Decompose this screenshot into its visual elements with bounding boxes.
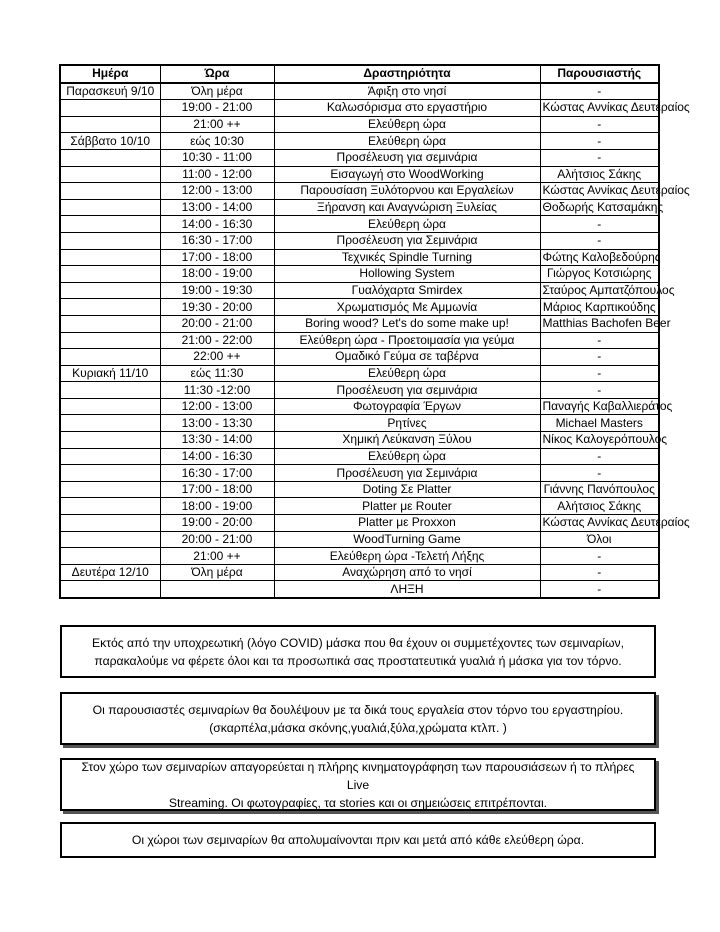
cell-time: Όλη μέρα xyxy=(160,564,274,581)
cell-day xyxy=(60,282,160,299)
cell-activity: Ξήρανση και Αναγνώριση Ξυλείας xyxy=(274,199,540,216)
cell-activity: Ελεύθερη ώρα xyxy=(274,448,540,465)
cell-day xyxy=(60,149,160,166)
table-row xyxy=(60,415,659,432)
table-row xyxy=(60,116,659,133)
cell-activity: Ελεύθερη ώρα xyxy=(274,216,540,233)
table-row xyxy=(60,266,659,283)
cell-activity: Ελεύθερη ώρα xyxy=(274,133,540,150)
cell-day xyxy=(60,398,160,415)
cell-presenter: Παναγής Καβαλλιεράτος xyxy=(540,398,659,415)
cell-time: 18:00 - 19:00 xyxy=(160,498,274,515)
table-header-row xyxy=(60,65,659,83)
cell-activity: WoodTurning Game xyxy=(274,531,540,548)
schedule-body xyxy=(60,83,690,598)
cell-day xyxy=(60,448,160,465)
note-filming-policy xyxy=(60,758,656,811)
cell-time: εώς 10:30 xyxy=(160,133,274,150)
cell-presenter: Κώστας Αννίκας Δευτεραίος xyxy=(540,183,659,200)
table-row xyxy=(60,166,659,183)
cell-day xyxy=(60,315,160,332)
cell-time: 13:00 - 13:30 xyxy=(160,415,274,432)
cell-day: Κυριακή 11/10 xyxy=(60,365,160,382)
cell-activity: Ελεύθερη ώρα -Τελετή Λήξης xyxy=(274,548,540,565)
note-disinfection xyxy=(60,822,656,858)
cell-activity: Doting Σε Platter xyxy=(274,481,540,498)
header-day: Ημέρα xyxy=(60,65,160,83)
cell-time: 19:30 - 20:00 xyxy=(160,299,274,316)
cell-presenter: Γιάννης Πανόπουλος xyxy=(540,481,659,498)
cell-presenter: Κώστας Αννίκας Δευτεραίος xyxy=(540,100,659,117)
cell-time: 20:00 - 21:00 xyxy=(160,315,274,332)
cell-activity: Αναχώρηση από το νησί xyxy=(274,564,540,581)
cell-day xyxy=(60,481,160,498)
cell-presenter: - xyxy=(540,216,659,233)
table-row xyxy=(60,149,659,166)
cell-activity: Προσέλευση για Σεμινάρια xyxy=(274,232,540,249)
cell-presenter: Matthias Bachofen Beer xyxy=(540,315,659,332)
cell-day xyxy=(60,382,160,399)
cell-presenter: - xyxy=(540,83,659,100)
cell-activity: Ρητίνες xyxy=(274,415,540,432)
cell-activity: Εισαγωγή στο WoodWorking xyxy=(274,166,540,183)
cell-day xyxy=(60,249,160,266)
cell-day xyxy=(60,465,160,482)
cell-presenter: - xyxy=(540,232,659,249)
table-row xyxy=(60,531,659,548)
cell-presenter: - xyxy=(540,548,659,565)
cell-presenter: - xyxy=(540,332,659,349)
table-row xyxy=(60,564,659,581)
table-row xyxy=(60,332,659,349)
cell-time: 21:00 ++ xyxy=(160,548,274,565)
cell-presenter: - xyxy=(540,382,659,399)
cell-activity: Προσέλευση για Σεμινάρια xyxy=(274,465,540,482)
cell-presenter: - xyxy=(540,465,659,482)
table-row xyxy=(60,100,659,117)
cell-day xyxy=(60,183,160,200)
header-presenter: Παρουσιαστής xyxy=(540,65,659,83)
table-row xyxy=(60,548,659,565)
cell-time: 20:00 - 21:00 xyxy=(160,531,274,548)
table-row xyxy=(60,349,659,366)
note-line: Στον χώρο των σεμιναρίων απαγορεύεται η πλήρης κινηματογράφηση των παρουσιάσεων ή το πλήρες Live xyxy=(81,759,635,792)
cell-time: 19:00 - 21:00 xyxy=(160,100,274,117)
cell-activity: Καλωσόρισμα στο εργαστήριο xyxy=(274,100,540,117)
cell-day xyxy=(60,515,160,532)
cell-activity: Προσέλευση για σεμινάρια xyxy=(274,149,540,166)
cell-activity: Χημική Λεύκανση Ξύλου xyxy=(274,432,540,449)
cell-activity: Platter με Router xyxy=(274,498,540,515)
table-row xyxy=(60,282,659,299)
cell-presenter: Μάριος Καρπικούδης xyxy=(540,299,659,316)
cell-day xyxy=(60,581,160,598)
cell-presenter: Michael Masters xyxy=(540,415,659,432)
cell-activity: Platter με Proxxon xyxy=(274,515,540,532)
cell-day xyxy=(60,432,160,449)
cell-time: 16:30 - 17:00 xyxy=(160,232,274,249)
cell-day xyxy=(60,216,160,233)
note-line: Οι χώροι των σεμιναρίων θα απολυμαίνονται πριν και μετά από κάθε ελεύθερη ώρα. xyxy=(131,833,585,847)
cell-presenter: Σταύρος Αμπατζόπουλος xyxy=(540,282,659,299)
cell-time: 13:00 - 14:00 xyxy=(160,199,274,216)
cell-presenter: Φώτης Καλοβεδούρης xyxy=(540,249,659,266)
cell-time: 19:00 - 20:00 xyxy=(160,515,274,532)
table-row xyxy=(60,183,659,200)
note-line: (σκαρπέλα,μάσκα σκόνης,γυαλιά,ξύλα,χρώματα κτλπ. ) xyxy=(209,720,507,735)
table-row xyxy=(60,448,659,465)
cell-presenter: Θοδωρής Κατσαμάκης xyxy=(540,199,659,216)
cell-presenter: - xyxy=(540,349,659,366)
cell-time: 13:30 - 14:00 xyxy=(160,432,274,449)
cell-presenter: - xyxy=(540,116,659,133)
table-row xyxy=(60,133,659,150)
cell-time: 17:00 - 18:00 xyxy=(160,249,274,266)
note-presenter-tools xyxy=(60,692,656,745)
cell-time: 12:00 - 13:00 xyxy=(160,398,274,415)
cell-activity: ΛΗΞΗ xyxy=(274,581,540,598)
table-row xyxy=(60,432,659,449)
cell-presenter: - xyxy=(540,448,659,465)
cell-day xyxy=(60,531,160,548)
cell-day xyxy=(60,349,160,366)
table-row xyxy=(60,249,659,266)
cell-time: εώς 11:30 xyxy=(160,365,274,382)
table-row xyxy=(60,382,659,399)
cell-time: 10:30 - 11:00 xyxy=(160,149,274,166)
note-line: παρακαλούμε να φέρετε όλοι και τα προσωπικά σας προστατευτικά γυαλιά ή μάσκα για τον τόρνο. xyxy=(94,653,622,668)
table-row xyxy=(60,581,659,598)
cell-time: 22:00 ++ xyxy=(160,349,274,366)
cell-time: 21:00 ++ xyxy=(160,116,274,133)
table-row xyxy=(60,398,659,415)
cell-time: 18:00 - 19:00 xyxy=(160,266,274,283)
cell-presenter: Αλήτσιος Σάκης xyxy=(540,498,659,515)
cell-presenter: - xyxy=(540,149,659,166)
cell-time: Όλη μέρα xyxy=(160,83,274,100)
table-row xyxy=(60,315,659,332)
cell-activity: Boring wood? Let's do some make up! xyxy=(274,315,540,332)
table-row xyxy=(60,83,659,100)
cell-presenter: Κώστας Αννίκας Δευτεραίος xyxy=(540,515,659,532)
table-row xyxy=(60,199,659,216)
table-row xyxy=(60,299,659,316)
cell-time: 11:30 -12:00 xyxy=(160,382,274,399)
cell-time: 12:00 - 13:00 xyxy=(160,183,274,200)
cell-presenter: Γιώργος Κοτσιώρης xyxy=(540,266,659,283)
cell-day xyxy=(60,199,160,216)
cell-activity: Γυαλόχαρτα Smirdex xyxy=(274,282,540,299)
note-line: Εκτός από την υποχρεωτική (λόγο COVID) μάσκα που θα έχουν οι συμμετέχοντες των σεμιναρίων, xyxy=(91,635,625,650)
cell-activity: Ελεύθερη ώρα xyxy=(274,365,540,382)
cell-presenter: Όλοι xyxy=(540,531,659,548)
cell-presenter: - xyxy=(540,133,659,150)
cell-time: 21:00 - 22:00 xyxy=(160,332,274,349)
cell-presenter: Αλήτσιος Σάκης xyxy=(540,166,659,183)
cell-activity: Ελεύθερη ώρα - Προετοιμασία για γεύμα xyxy=(274,332,540,349)
cell-activity: Προσέλευση για σεμινάρια xyxy=(274,382,540,399)
cell-day: Σάββατο 10/10 xyxy=(60,133,160,150)
note-line: Streaming. Οι φωτογραφίες, τα stories και οι σημειώσεις επιτρέπονται. xyxy=(168,795,548,810)
cell-activity: Χρωματισμός Με Αμμωνία xyxy=(274,299,540,316)
cell-presenter: - xyxy=(540,365,659,382)
cell-day xyxy=(60,548,160,565)
cell-time: 11:00 - 12:00 xyxy=(160,166,274,183)
cell-day xyxy=(60,266,160,283)
cell-day xyxy=(60,116,160,133)
cell-activity: Hollowing System xyxy=(274,266,540,283)
cell-day xyxy=(60,332,160,349)
cell-activity: Παρουσίαση Ξυλότορνου και Εργαλείων xyxy=(274,183,540,200)
cell-time: 14:00 - 16:30 xyxy=(160,216,274,233)
header-activity: Δραστηριότητα xyxy=(274,65,540,83)
cell-activity: Άφιξη στο νησί xyxy=(274,83,540,100)
cell-day xyxy=(60,100,160,117)
cell-day: Δευτέρα 12/10 xyxy=(60,564,160,581)
note-line: Οι παρουσιαστές σεμιναρίων θα δουλέψουν με τα δικά τους εργαλεία στον τόρνο του εργαστηρίου. xyxy=(92,702,624,717)
cell-activity: Τεχνικές Spindle Turning xyxy=(274,249,540,266)
table-row xyxy=(60,515,659,532)
cell-activity: Φωτογραφία Έργων xyxy=(274,398,540,415)
cell-day xyxy=(60,166,160,183)
cell-activity: Ομαδικό Γεύμα σε ταβέρνα xyxy=(274,349,540,366)
cell-activity: Ελεύθερη ώρα xyxy=(274,116,540,133)
header-time: Ώρα xyxy=(160,65,274,83)
table-row xyxy=(60,365,659,382)
cell-time: 17:00 - 18:00 xyxy=(160,481,274,498)
cell-presenter: - xyxy=(540,581,659,598)
cell-time: 19:00 - 19:30 xyxy=(160,282,274,299)
cell-day xyxy=(60,415,160,432)
table-row xyxy=(60,216,659,233)
table-row xyxy=(60,481,659,498)
cell-day xyxy=(60,299,160,316)
cell-time: 14:00 - 16:30 xyxy=(160,448,274,465)
note-mask-covid xyxy=(60,625,656,678)
table-row xyxy=(60,498,659,515)
cell-presenter: Νίκος Καλογερόπουλος xyxy=(540,432,659,449)
cell-time xyxy=(160,581,274,598)
cell-day: Παρασκευή 9/10 xyxy=(60,83,160,100)
cell-day xyxy=(60,498,160,515)
cell-presenter: - xyxy=(540,564,659,581)
table-row xyxy=(60,465,659,482)
cell-time: 16:30 - 17:00 xyxy=(160,465,274,482)
schedule-table xyxy=(59,64,690,599)
table-row xyxy=(60,232,659,249)
cell-day xyxy=(60,232,160,249)
